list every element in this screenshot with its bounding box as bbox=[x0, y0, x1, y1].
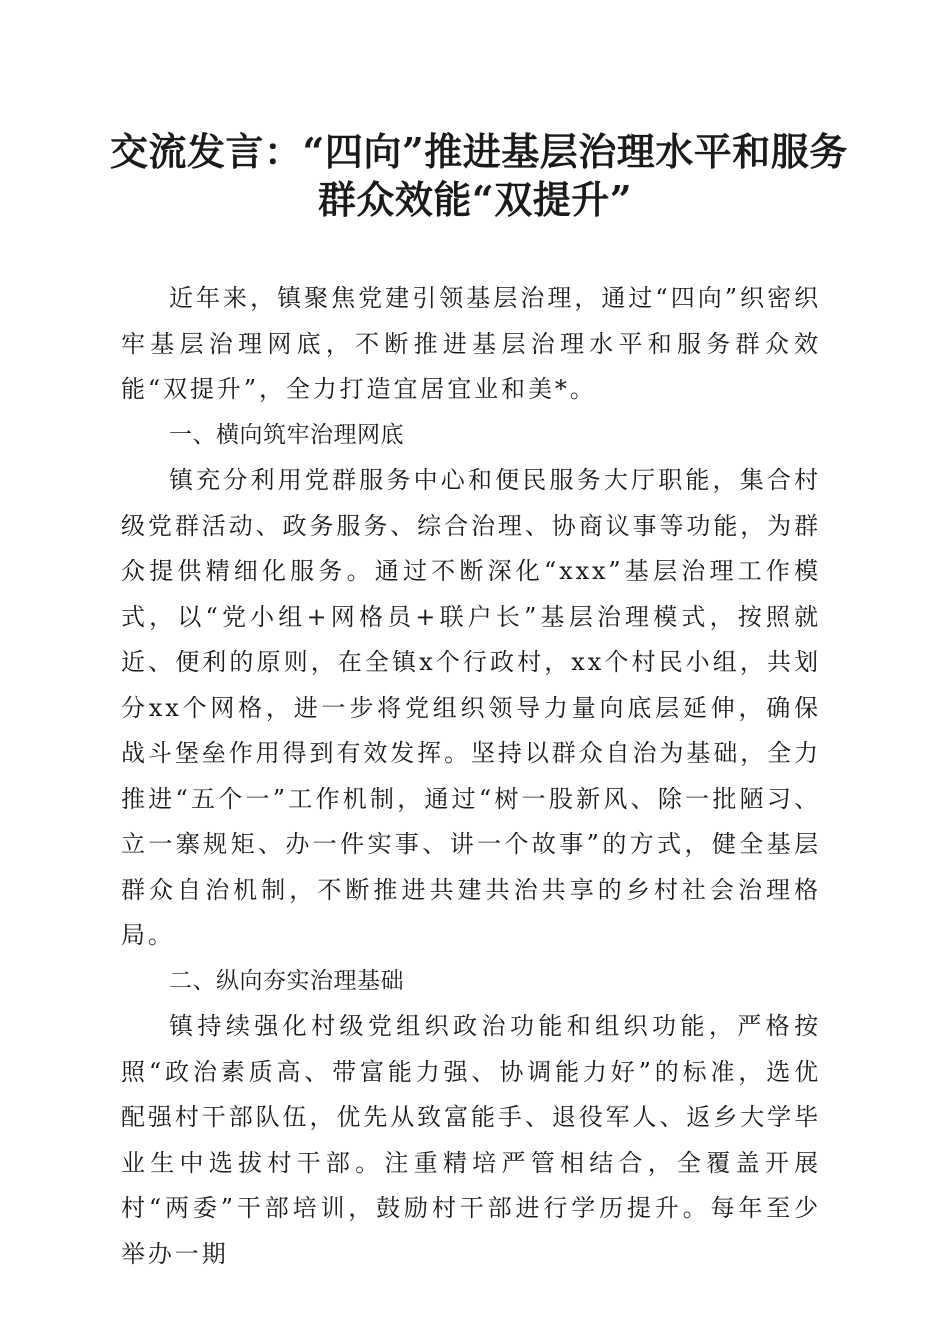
section-heading-1: 一、横向筑牢治理网底 bbox=[169, 421, 404, 448]
section-heading-2: 二、纵向夯实治理基础 bbox=[169, 967, 404, 994]
section-2-paragraph: 镇持续强化村级党组织政治功能和组织功能，严格按照“政治素质高、带富能力强、协调能力好”的标准，选优配强村干部队伍，优先从致富能手、退役军人、返乡大学毕业生中选拔村干部。注重精培严管相结合，全覆盖开展村“两委”干部培训，鼓励村干部进行学历提升。每年至少举办一期 bbox=[121, 1012, 821, 1268]
document-body bbox=[121, 276, 821, 1277]
document-title bbox=[110, 128, 848, 224]
intro-paragraph: 近年来，镇聚焦党建引领基层治理，通过“四向”织密织牢基层治理网底，不断推进基层治理水平和服务群众效能“双提升”，全力打造宜居宜业和美*。 bbox=[121, 284, 821, 403]
title-line-2: 群众效能“双提升” bbox=[317, 177, 633, 222]
title-line-1: 交流发言：“四向”推进基层治理水平和服务 bbox=[110, 129, 848, 174]
section-1-paragraph: 镇充分利用党群服务中心和便民服务大厅职能，集合村级党群活动、政务服务、综合治理、协商议事等功能，为群众提供精细化服务。通过不断深化“xxx”基层治理工作模式，以“党小组+网格员+联户长”基层治理模式，按照就近、便利的原则，在全镇x个行政村，xx个村民小组，共划分xx个网格，进一步将党组织领导力量向底层延伸，确保战斗堡垒作用得到有效发挥。坚持以群众自治为基础，全力推进“五个一”工作机制，通过“树一股新风、除一批陋习、立一寨规矩、办一件实事、讲一个故事”的方式，健全基层群众自治机制，不断推进共建共治共享的乡村社会治理格局。 bbox=[121, 466, 821, 949]
